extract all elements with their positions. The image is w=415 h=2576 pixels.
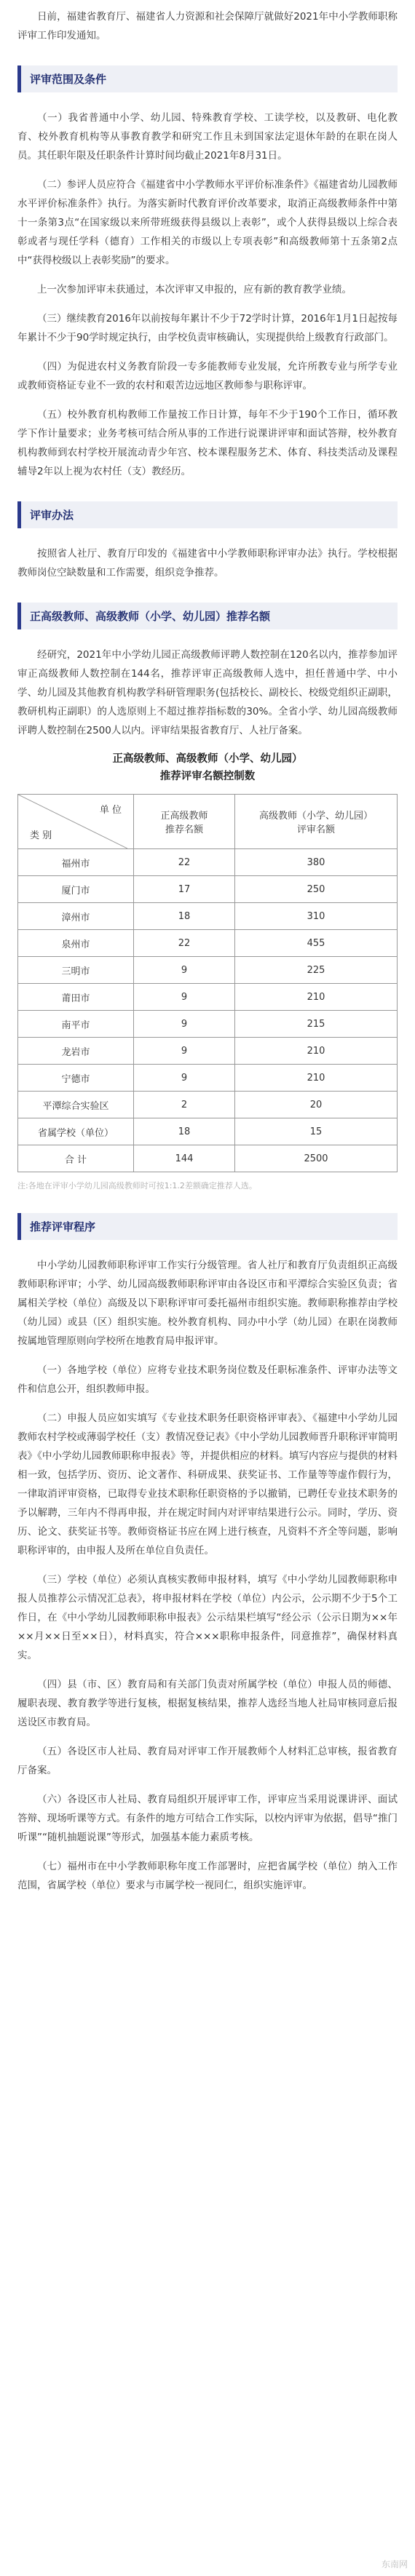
paragraph: 上一次参加评审未获通过，本次评审又申报的，应有新的教育教学业绩。	[37, 284, 352, 295]
watermark-logo: 东南网	[381, 2559, 408, 2569]
paragraph: （二）参评人员应符合《福建省中小学教师水平评价标准条件》《福建省幼儿园教师水平评价标准条件》执行。为落实新时代教育评价改革要求，取消正高级教师条件中第十一条第3点“在国家级以来所带班级获得县级以上表彰”，或个人获得县级以上综合表彰或者与现任学科（德育）工作相关的市级以上专项表彰”和高级教师第十五条第2点中“获得校级以上表彰奖励”的要求。	[17, 179, 398, 266]
row-senior-quota-cell: 18	[134, 903, 235, 930]
corner-label-category: 类 别	[30, 830, 52, 841]
table-row	[18, 1038, 398, 1065]
row-unit-cell: 平潭综合实验区	[18, 1092, 134, 1118]
row-senior-quota-cell: 22	[134, 849, 235, 876]
row-advanced-quota-cell: 210	[235, 1065, 398, 1092]
corner-label-unit: 单 位	[99, 805, 122, 816]
paragraph: （四）为促进农村义务教育阶段一专多能教师专业发展，允许所教专业与所学专业或教师资格证专业不一致的农村和艰苦边远地区教师参与职称评审。	[17, 361, 398, 391]
paragraph: 按照省人社厅、教育厅印发的《福建省中小学教师职称评审办法》执行。学校根据教师岗位空缺数量和工作需要，组织竞争推荐。	[17, 548, 398, 579]
row-advanced-quota-cell: 2500	[235, 1145, 398, 1172]
section-quota-body	[17, 645, 398, 1193]
row-senior-quota-cell: 17	[134, 876, 235, 903]
row-senior-quota-cell: 9	[134, 1011, 235, 1038]
section-scope-body	[17, 108, 398, 481]
paragraph: （一）我省普通中小学、幼儿园、特殊教育学校、工读学校，以及教研、电化教育、校外教育机构等从事教育教学和研究工作且未到国家法定退休年龄的在职在岗人员。其任职年限及任职条件计算时间均截止2021年8月31日。	[17, 112, 398, 162]
row-senior-quota-cell: 18	[134, 1118, 235, 1145]
section-method-body	[17, 544, 398, 582]
table-header-row	[18, 795, 398, 849]
table-row	[18, 1145, 398, 1172]
row-advanced-quota-cell: 20	[235, 1092, 398, 1118]
row-unit-cell: 泉州市	[18, 930, 134, 957]
row-unit-cell: 三明市	[18, 957, 134, 984]
table-title-line: 正高级教师、高级教师（小学、幼儿园）	[112, 753, 303, 765]
paragraph: （一）各地学校（单位）应将专业技术职务岗位数及任职标准条件、评审办法等文件和信息公开，组织教师申报。	[17, 1364, 398, 1395]
row-advanced-quota-cell: 15	[235, 1118, 398, 1145]
row-unit-cell: 福州市	[18, 849, 134, 876]
table-row	[18, 930, 398, 957]
table-corner-cell	[18, 795, 134, 849]
row-advanced-quota-cell: 310	[235, 903, 398, 930]
table-row	[18, 1011, 398, 1038]
row-advanced-quota-cell: 210	[235, 984, 398, 1011]
table-row	[18, 984, 398, 1011]
table-row	[18, 1065, 398, 1092]
section-heading-quota: 正高级教师、高级教师（小学、幼儿园）推荐名额	[17, 603, 398, 629]
column-header: 正高级教师 推荐名额	[134, 795, 235, 849]
section-procedure-body	[17, 1256, 398, 1895]
row-unit-cell: 厦门市	[18, 876, 134, 903]
row-senior-quota-cell: 9	[134, 1065, 235, 1092]
row-senior-quota-cell: 144	[134, 1145, 235, 1172]
row-senior-quota-cell: 2	[134, 1092, 235, 1118]
row-unit-cell: 漳州市	[18, 903, 134, 930]
row-unit-cell: 合 计	[18, 1145, 134, 1172]
row-advanced-quota-cell: 380	[235, 849, 398, 876]
paragraph: （五）各设区市人社局、教育局对评审工作开展教师个人材料汇总审核，报省教育厅备案。	[17, 1746, 398, 1776]
paragraph: （二）申报人员应如实填写《专业技术职务任职资格评审表》、《福建中小学幼儿园教师农村学校或薄弱学校任（支）教情况登记表》《中小学幼儿园教师晋升职称评审简明表》《中小学幼儿园教师职称申报表》等，并提供相应的材料。填写内容应与提供的材料相一致，包括学历、资历、论文著作、科研成果、获奖证书、工作量等等虚作假行为，一律取消评审资格，已取得专业技术职称任职资格的予以撤销，已聘任专业技术职务的予以解聘，三年内不得再申报，并在规定时间内对评审结果进行公示。同时，学历、资历、论文、获奖证书等。教师资格证书应在网上进行核查，凡资料不齐全等问题，影响职称评审的，由申报人及所在单位自负责任。	[17, 1412, 398, 1557]
table-note: 注:各地在评审小学幼儿园高级教师时可按1:1.2差额确定推荐人选。	[17, 1181, 257, 1190]
row-unit-cell: 南平市	[18, 1011, 134, 1038]
row-advanced-quota-cell: 215	[235, 1011, 398, 1038]
table-title	[17, 750, 398, 785]
table-row	[18, 849, 398, 876]
row-unit-cell: 省属学校（单位）	[18, 1118, 134, 1145]
row-senior-quota-cell: 9	[134, 1038, 235, 1065]
table-row	[18, 1118, 398, 1145]
paragraph: （三）学校（单位）必须认真核实教师申报材料，填写《中小学幼儿园教师职称申报人员推荐公示情况汇总表》，将申报材料在学校（单位）内公示，公示期不少于5个工作日，在《中小学幼儿园教师职称申报表》公示结果栏填写“经公示（公示日期为××年××月××日至××日），材料真实，符合×××职称申报条件，同意推荐”，确保材料真实。	[17, 1574, 398, 1661]
section-heading-method: 评审办法	[17, 501, 398, 528]
section-heading-procedure: 推荐评审程序	[17, 1213, 398, 1240]
row-advanced-quota-cell: 225	[235, 957, 398, 984]
quota-table	[17, 794, 398, 1172]
paragraph: （五）校外教育机构教师工作量按工作日计算，每年不少于190个工作日，循环教学下作计量要求；业务考核可结合所从事的工作进行说课讲评审和面试答辩，校外教育机构教师到农村学校开展流动青少年宫、校本课程服务艺术、体育、科技类活动及课程辅导2年以上视为农村任（支）教经历。	[17, 409, 398, 477]
paragraph: 中小学幼儿园教师职称评审工作实行分级管理。省人社厅和教育厅负责组织正高级教师职称评审；小学、幼儿园高级教师职称评审由各设区市和平潭综合实验区负责；省属相关学校（单位）高级及以下职称评审可委托福州市组织实施。教师职称推荐由学校（幼儿园）或县（区）组织实施。校外教育机构、同办中小学（幼儿园）在职在岗教师按属地管理原则向学校所在地教育局申报评审。	[17, 1260, 398, 1347]
row-unit-cell: 龙岩市	[18, 1038, 134, 1065]
paragraph: （三）继续教育2016年以前按每年累计不少于72学时计算，2016年1月1日起按每年累计不少于90学时规定执行，由学校负责审核确认，实现提供给上级教育行政部门。	[17, 313, 398, 343]
table-row	[18, 1092, 398, 1118]
row-unit-cell: 莆田市	[18, 984, 134, 1011]
row-senior-quota-cell: 9	[134, 984, 235, 1011]
table-row	[18, 903, 398, 930]
row-advanced-quota-cell: 210	[235, 1038, 398, 1065]
table-row	[18, 957, 398, 984]
table-body	[18, 849, 398, 1172]
column-header: 高级教师（小学、幼儿园） 评审名额	[235, 795, 398, 849]
row-senior-quota-cell: 9	[134, 957, 235, 984]
paragraph: （四）县（市、区）教育局和有关部门负责对所属学校（单位）申报人员的师德、履职表现、教育教学等进行复核，根据复核结果，推荐人选经当地人社局审核同意后报送设区市教育局。	[17, 1679, 398, 1728]
paragraph: 经研究，2021年中小学幼儿园正高级教师评聘人数控制在120名以内，推荐参加评审正高级教师人数控制在144名，推荐评审正高级教师人选中，担任普通中学、中小学、幼儿园及其他教育机构教学科研管理职务(包括校长、副校长、校级党组织正副职，教研机构正副职）的人选原则上不超过推荐指标数的30%。全省小学、幼儿园高级教师评聘人数控制在2500人以内。评审结果报省教育厅、人社厅备案。	[17, 649, 398, 736]
paragraph: （七）福州市在中小学教师职称年度工作部署时，应把省属学校（单位）纳入工作范围，省属学校（单位）要求与市属学校一视同仁，组织实施评审。	[17, 1861, 398, 1891]
article	[0, 7, 415, 2576]
row-senior-quota-cell: 22	[134, 930, 235, 957]
section-heading-scope: 评审范围及条件	[17, 65, 398, 92]
row-advanced-quota-cell: 250	[235, 876, 398, 903]
table-title-line: 推荐评审名额控制数	[159, 771, 256, 782]
table-row	[18, 876, 398, 903]
row-advanced-quota-cell: 455	[235, 930, 398, 957]
paragraph: （六）各设区市人社局、教育局组织开展评审工作，评审应当采用说课讲评、面试答辩、现场听课等方式。有条件的地方可结合工作实际，以校内评审为依据，倡导“推门听课”“随机抽题说课”等形式，加强基本能力素质考核。	[17, 1794, 398, 1843]
row-unit-cell: 宁德市	[18, 1065, 134, 1092]
intro-paragraph: 日前，福建省教育厅、福建省人力资源和社会保障厅就做好2021年中小学教师职称评审工作印发通知。	[17, 11, 398, 41]
